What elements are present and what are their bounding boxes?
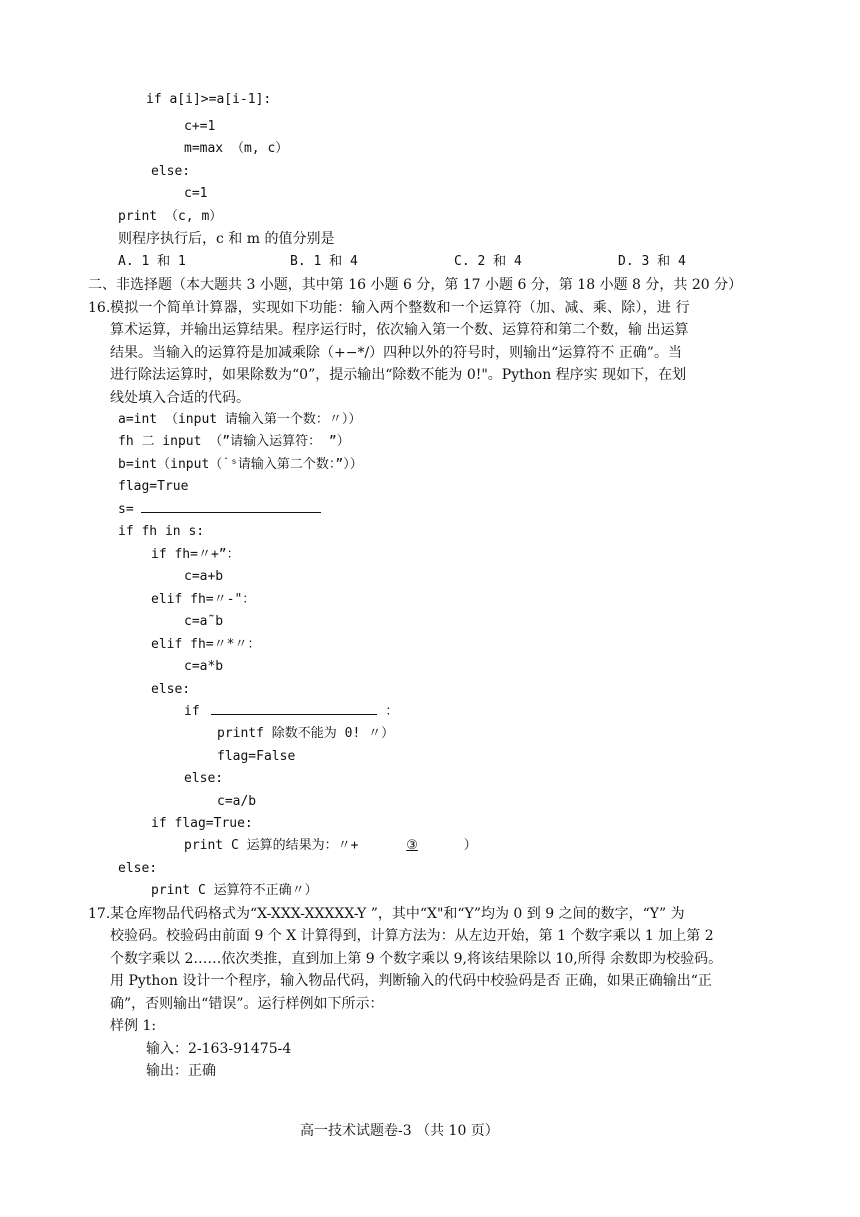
question-text-line: 某仓库物品代码格式为“X-XXX-XXXXX-Y ”，其中“X"和“Y”均为 0 到 9 之间的数字，“Y” 为 (110, 906, 685, 922)
code-line: if fh in s: (118, 524, 205, 539)
code-text: if (184, 704, 200, 719)
code-line: print （c, m） (118, 209, 223, 224)
code-line: flag=False (217, 749, 296, 764)
code-line (184, 836, 477, 856)
sample-output: 输出：正确 (146, 1063, 216, 1079)
code-line: printf 除数不能为 0! 〃） (217, 726, 395, 741)
code-text: s= (118, 502, 134, 517)
code-line (118, 500, 321, 520)
question-text-line: 校验码。校验码由前面 9 个 X 计算得到，计算方法为：从左边开始，第 1 个数字乘以 1 加上第 2 (110, 928, 714, 944)
option-c: C. 2 和 4 (454, 254, 522, 269)
code-line: c=a/b (217, 794, 257, 809)
code-line: if flag=True: (151, 816, 253, 831)
question-text-line: 模拟一个简单计算器，实现如下功能：输入两个整数和一个运算符（加、减、乘、除），进 行 (110, 300, 690, 316)
question-text-line: 个数字乘以 2……依次类推，直到加上第 9 个数字乘以 9,将该结果除以 10,所得 余数即为校验码。 (110, 951, 723, 967)
question-text-line: 用 Python 设计一个程序，输入物品代码，判断输入的代码中校验码是否 正确，如果正确输出“正 (110, 973, 712, 989)
code-line: flag=True (118, 479, 189, 494)
code-line: a=int （input 请输入第一个数：〃）） (118, 412, 362, 427)
code-line: elif fh=〃-"： (151, 592, 256, 607)
answer-blank-1[interactable] (141, 500, 321, 513)
code-line: if fh=〃+”： (151, 547, 240, 562)
code-line: else: (151, 682, 191, 697)
answer-blank-3[interactable]: ③ (406, 838, 418, 853)
code-line: elif fh=〃*〃： (151, 637, 261, 652)
option-b: B. 1 和 4 (290, 254, 358, 269)
question-text-line: 线处填入合适的代码。 (110, 390, 250, 406)
code-line: fh 二 input （”请输入运算符： ”） (118, 434, 350, 449)
page-footer: 高一技术试题卷-3 （共 10 页） (300, 1123, 499, 1139)
question-number: 16. (88, 300, 111, 316)
question-text-line: 确”，否则输出“错误”。运行样例如下所示： (110, 996, 384, 1012)
code-line: c=a˜b (184, 614, 224, 629)
code-text: ） (463, 838, 477, 853)
question-text-line: 结果。当输入的运算符是加减乘除（+−*/）四种以外的符号时，则输出“运算符不 正确”。当 (110, 345, 682, 361)
code-line: b=int（input（˙ˢ请输入第二个数：”）） (118, 457, 363, 472)
question-text-line: 进行除法运算时，如果除数为“0”，提示输出“除数不能为 0!"。Python 程序实 现如下，在划 (110, 367, 687, 383)
code-text: print C 运算的结果为：〃+ (184, 838, 359, 853)
code-line: c=a*b (184, 659, 224, 674)
section-heading: 二、非选择题（本大题共 3 小题，其中第 16 小题 6 分，第 17 小题 6 分，第 18 小题 8 分，共 20 分） (88, 277, 743, 293)
sample-title: 样例 1: (110, 1018, 157, 1034)
question-stem: 则程序执行后，c 和 m 的值分别是 (118, 231, 335, 247)
option-d: D. 3 和 4 (618, 254, 686, 269)
code-line: else: (118, 861, 158, 876)
code-line: c=1 (184, 186, 208, 201)
code-line: c+=1 (184, 119, 216, 134)
question-text-line: 算术运算，并输出运算结果。程序运行时，依次输入第一个数、运算符和第二个数，输 出运算 (110, 322, 689, 338)
option-a: A. 1 和 1 (118, 254, 186, 269)
code-line: if a[i]>=a[i-1]: (146, 92, 272, 107)
code-line: m=max （m, c） (184, 141, 289, 156)
code-line: c=a+b (184, 569, 224, 584)
question-number: 17. (88, 906, 111, 922)
answer-blank-2[interactable] (211, 702, 377, 715)
code-line: print C 运算符不正确〃） (151, 883, 318, 898)
code-text: ： (385, 704, 399, 719)
code-line: else: (151, 164, 191, 179)
sample-input: 输入：2-163-91475-4 (146, 1041, 292, 1057)
code-line: else: (184, 771, 224, 786)
code-line (184, 702, 398, 722)
